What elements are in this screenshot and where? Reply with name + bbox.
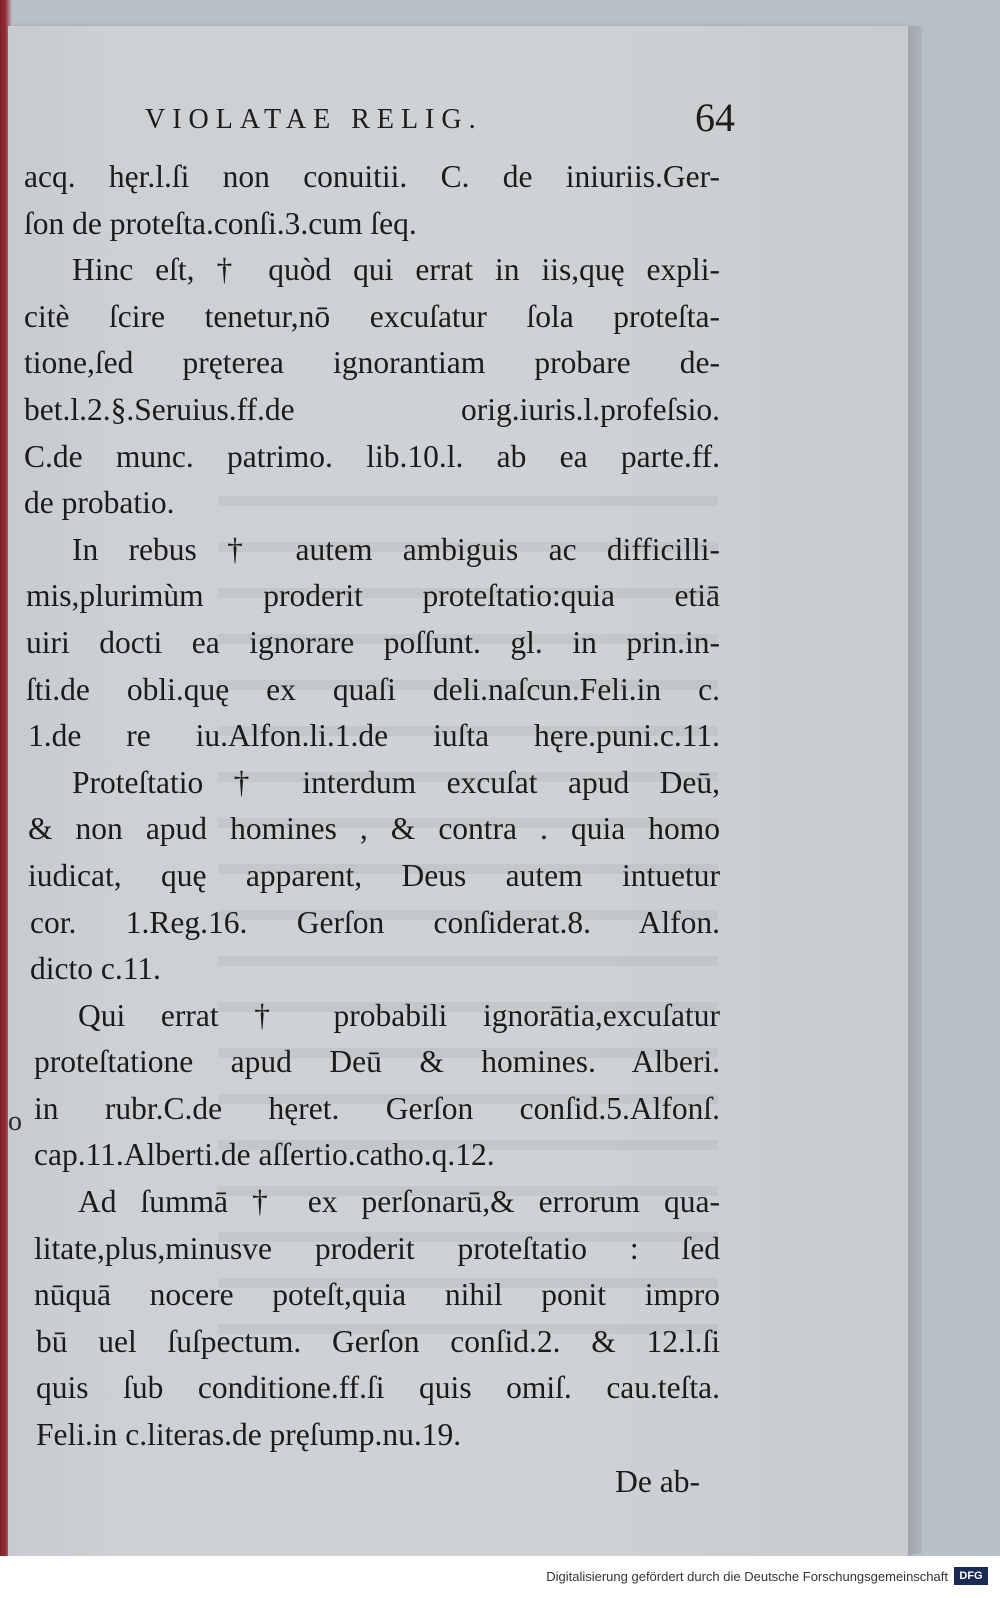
text-line: iudicat, quę apparent, Deus autem intuetur — [28, 857, 720, 893]
text-line: mis,plurimùm proderit proteſtatio:quia etiā — [26, 578, 720, 614]
text-line: 1.de re iu.Alfon.li.1.de iuſta hęre.puni.c.11. — [28, 718, 720, 754]
footer-credit: Digitalisierung gefördert durch die Deutsche Forschungsgemeinschaft — [546, 1569, 948, 1584]
text-block — [20, 154, 720, 1505]
text-line: In rebus † autem ambiguis ac difficilli- — [72, 531, 720, 567]
text-line: ſon de proteſta.conſi.3.cum ſeq. — [24, 205, 417, 241]
text-line: quis ſub conditione.ff.ſi quis omiſ. cau.teſta. — [36, 1370, 720, 1406]
dfg-logo-icon: DFG — [954, 1567, 988, 1585]
text-line: C.de munc. patrimo. lib.10.l. ab ea parte.ff. — [24, 438, 720, 474]
book-page — [8, 26, 908, 1556]
text-line: Hinc eſt, † quòd qui errat in iis,quę expli- — [72, 252, 720, 288]
page-fore-edge — [908, 26, 922, 1554]
text-line: litate,plus,minusve proderit proteſtatio : ſed — [34, 1230, 720, 1266]
text-line: proteſtatione apud Deū & homines. Alberi. — [34, 1044, 720, 1080]
text-line: ſti.de obli.quę ex quaſi deli.naſcun.Feli.in c. — [26, 671, 720, 707]
margin-mark: o — [8, 1106, 22, 1137]
text-line: cap.11.Alberti.de aſſertio.catho.q.12. — [34, 1137, 495, 1173]
text-line: in rubr.C.de hęret. Gerſon conſid.5.Alfonſ. — [34, 1090, 720, 1126]
text-line: cor. 1.Reg.16. Gerſon conſiderat.8. Alfon. — [30, 904, 720, 940]
text-line: dicto c.11. — [30, 951, 161, 987]
text-line: Proteſtatio † interdum excuſat apud Deū, — [72, 764, 720, 800]
text-line: bet.l.2.§.Seruius.ff.de orig.iuris.l.profeſsio. — [24, 391, 720, 427]
text-line: tione,ſed pręterea ignorantiam probare de- — [24, 345, 720, 381]
text-line: Qui errat † probabili ignorātia,excuſatur — [78, 997, 720, 1033]
page-number: 64 — [695, 95, 735, 140]
running-head — [145, 94, 735, 154]
text-line: citè ſcire tenetur,nō excuſatur ſola proteſta- — [24, 298, 720, 334]
text-line: nūquā nocere poteſt,quia nihil ponit impro — [34, 1277, 720, 1313]
digitization-footer — [0, 1556, 1000, 1598]
text-line: de probatio. — [24, 485, 175, 521]
running-head-title: VIOLATAE RELIG. — [145, 104, 483, 135]
text-line: Ad ſummā † ex perſonarū,& errorum qua- — [78, 1184, 720, 1220]
text-line: & non apud homines , & contra . quia homo — [28, 811, 720, 847]
text-line: acq. hęr.l.ſi non conuitii. C. de iniuriis.Ger- — [24, 159, 720, 194]
catchword: De ab- — [615, 1463, 700, 1499]
text-line: Feli.in c.literas.de pręſump.nu.19. — [36, 1417, 462, 1453]
text-line: uiri docti ea ignorare poſſunt. gl. in prin.in- — [26, 624, 720, 660]
text-line: bū uel ſuſpectum. Gerſon conſid.2. & 12.l.ſi — [36, 1323, 720, 1359]
